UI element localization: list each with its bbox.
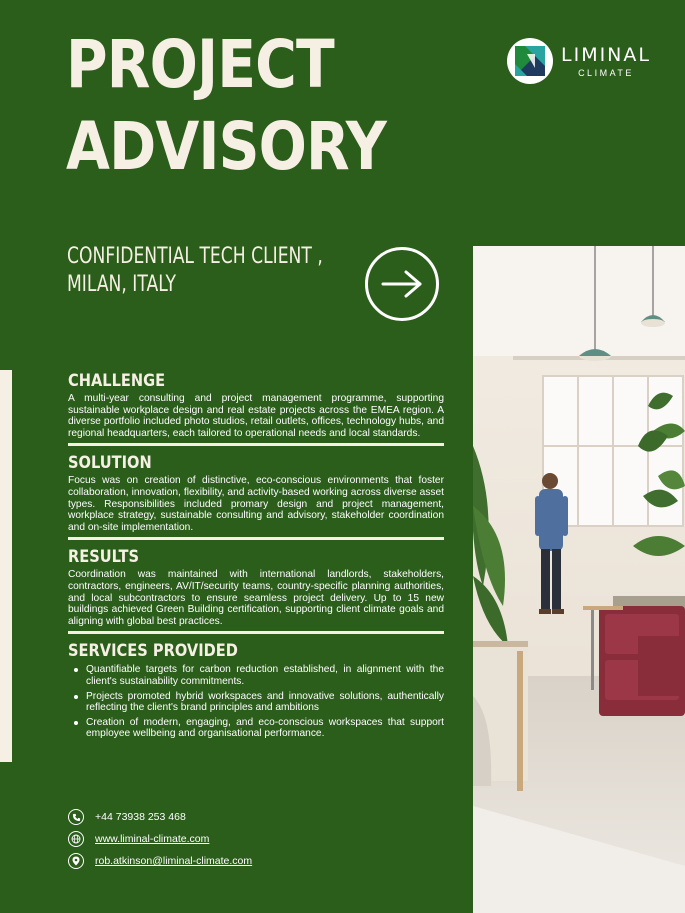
contact-phone[interactable] [68, 808, 252, 826]
solution-heading: SOLUTION [68, 453, 152, 474]
results-section [68, 546, 444, 634]
services-list [68, 664, 444, 740]
divider [68, 537, 444, 540]
challenge-section [68, 370, 444, 446]
office-interior-photo [473, 246, 685, 913]
solution-body: Focus was on creation of distinctive, eco-conscious environments that foster collaboration, innovation, flexibility, and activity-based working across diverse asset types. Responsibilities included promary design and project management, workplace strategy, sustainable consulting and advisory, stakeholder coordination and on-site implementation. [68, 475, 444, 533]
challenge-heading: CHALLENGE [68, 371, 166, 391]
divider [68, 443, 444, 446]
arrow-right-icon [380, 269, 424, 299]
challenge-body: A multi-year consulting and project management programme, supporting sustainable workplace design and real estate projects across the EMEA region. A diverse portfolio included photo studios, retail outlets, offices, technology hubs, and regional headquarters, each tailored to operational needs and local standards. [68, 393, 444, 439]
divider [68, 631, 444, 634]
services-list-item: Creation of modern, engaging, and eco-conscious workspaces that support employee wellbeing and organisational performance. [68, 717, 444, 740]
contact-details [68, 808, 252, 874]
phone-number[interactable]: +44 73938 253 468 [95, 811, 186, 823]
results-body: Coordination was maintained with international landlords, stakeholders, contractors, engineers, AV/IT/security teams, country-specific planning authorities, and local subcontractors to ensure seamless project delivery. Up to 15 new buildings achieved Green Building certification, supporting client climate goals and aligning with global best practices. [68, 569, 444, 627]
contact-website[interactable] [68, 830, 252, 848]
services-list-item: Projects promoted hybrid workspaces and innovative solutions, authentically reflecting the client's brand principles and ambitions [68, 691, 444, 714]
website-link[interactable]: www.liminal-climate.com [95, 833, 210, 845]
contact-email[interactable] [68, 852, 252, 870]
next-arrow-button[interactable] [365, 247, 439, 321]
services-heading: SERVICES PROVIDED [68, 641, 238, 662]
logo-wordmark [561, 45, 651, 78]
results-heading: RESULTS [68, 547, 140, 568]
brand-logo [507, 38, 651, 84]
phone-icon [68, 809, 84, 825]
subtitle-line-2: MILAN, ITALY [67, 272, 177, 297]
solution-section [68, 452, 444, 540]
subtitle-line-1: CONFIDENTIAL TECH CLIENT , [67, 244, 323, 269]
title-line-2: ADVISORY [66, 108, 387, 185]
decorative-strip [0, 370, 12, 762]
logo-sub: CLIMATE [578, 67, 634, 78]
logo-name: LIMINAL [561, 43, 651, 66]
services-section [68, 640, 444, 740]
globe-icon [68, 831, 84, 847]
client-subtitle [67, 243, 379, 299]
title-line-1: PROJECT [66, 26, 334, 103]
page-title [66, 24, 386, 188]
logo-mark-icon [507, 38, 553, 84]
email-link[interactable]: rob.atkinson@liminal-climate.com [95, 855, 253, 867]
services-list-item: Quantifiable targets for carbon reduction established, in alignment with the client's sustainability commitments. [68, 664, 444, 687]
main-content [68, 370, 444, 746]
location-pin-icon [68, 853, 84, 869]
